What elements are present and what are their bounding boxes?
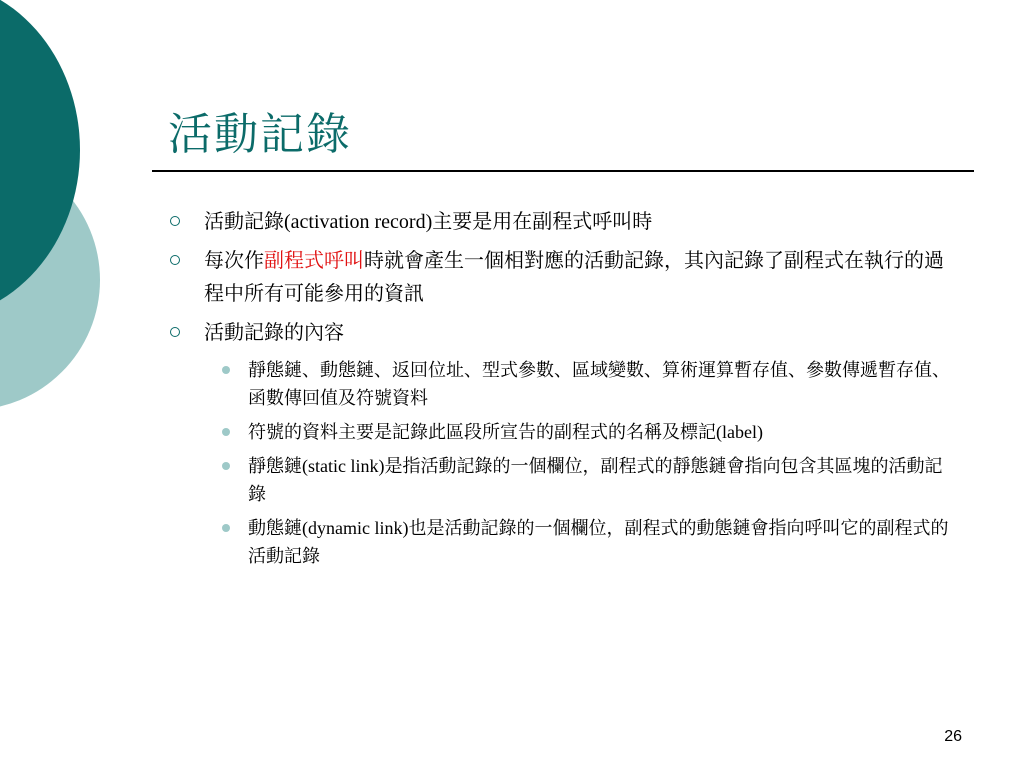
bullet-item	[160, 206, 960, 239]
slide-content	[160, 206, 960, 576]
sub-bullet-text: 符號的資料主要是記錄此區段所宣告的副程式的名稱及標記(label)	[248, 422, 763, 442]
bullet-item	[160, 245, 960, 311]
bullet-item	[160, 317, 960, 350]
bullet-text: 活動記錄(activation record)主要是用在副程式呼叫時	[204, 211, 653, 233]
hollow-circle-bullet-icon	[170, 255, 180, 265]
sub-bullet-text: 靜態鏈、動態鏈、返回位址、型式參數、區域變數、算術運算暫存值、參數傳遞暫存值、函數傳回值及符號資料	[248, 360, 950, 408]
decorative-circles	[0, 0, 130, 768]
sub-bullet-item	[160, 514, 960, 570]
hollow-circle-bullet-icon	[170, 327, 180, 337]
bullet-text-post: 時就會產生一個相對應的活動記錄，其內記錄了副程式在執行的過程中所有可能參用的資訊	[204, 250, 944, 305]
bullet-text: 活動記錄的內容	[204, 322, 344, 344]
filled-dot-bullet-icon	[222, 462, 230, 470]
filled-dot-bullet-icon	[222, 524, 230, 532]
highlighted-term: 副程式呼叫	[264, 250, 364, 272]
sub-bullet-item	[160, 356, 960, 412]
filled-dot-bullet-icon	[222, 366, 230, 374]
title-divider	[152, 170, 974, 172]
sub-bullet-text: 靜態鏈(static link)是指活動記錄的一個欄位，副程式的靜態鏈會指向包含其區塊的活動記錄	[248, 456, 943, 504]
sub-bullet-text: 動態鏈(dynamic link)也是活動記錄的一個欄位，副程式的動態鏈會指向呼叫它的副程式的活動記錄	[248, 518, 949, 566]
filled-dot-bullet-icon	[222, 428, 230, 436]
sub-bullet-item	[160, 418, 960, 446]
slide-title: 活動記錄	[168, 109, 352, 160]
sub-bullet-item	[160, 452, 960, 508]
hollow-circle-bullet-icon	[170, 216, 180, 226]
bullet-text-pre: 每次作	[204, 250, 264, 272]
page-number: 26	[944, 728, 962, 745]
